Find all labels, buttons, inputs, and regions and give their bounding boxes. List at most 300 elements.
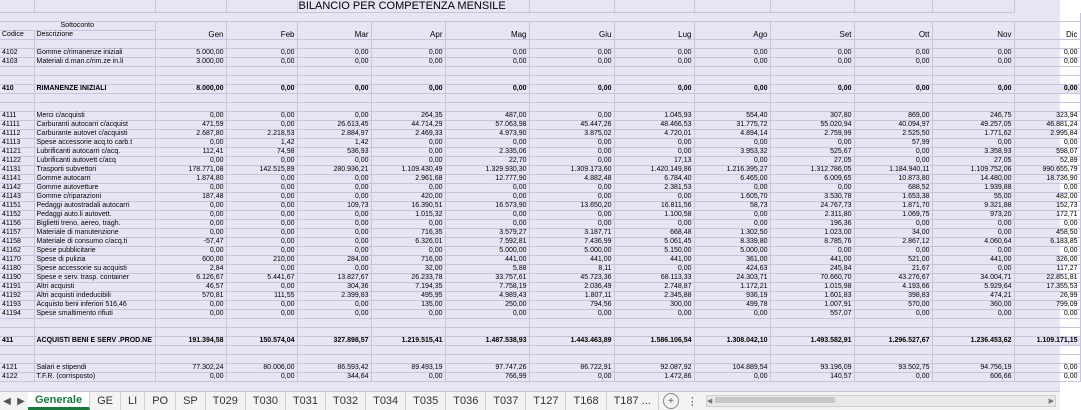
sheet-tab[interactable]: T035 — [406, 392, 446, 410]
month-value-cell[interactable]: 5.441,67 — [226, 274, 297, 283]
month-value-cell[interactable]: 0,00 — [445, 211, 529, 220]
month-value-cell[interactable]: 474,21 — [932, 292, 1014, 301]
month-value-cell[interactable]: 1.771,62 — [932, 130, 1014, 139]
month-value-cell[interactable]: 34.004,71 — [932, 274, 1014, 283]
empty-cell[interactable] — [297, 67, 371, 76]
empty-cell[interactable] — [932, 103, 1014, 112]
month-value-cell[interactable]: 0,00 — [226, 310, 297, 319]
empty-cell[interactable] — [371, 355, 445, 364]
month-value-cell[interactable]: 34,00 — [854, 229, 932, 238]
empty-cell[interactable] — [854, 355, 932, 364]
month-value-cell[interactable]: 0,00 — [297, 193, 371, 202]
month-value-cell[interactable]: 1.219.515,41 — [371, 337, 445, 346]
month-value-cell[interactable]: 140,57 — [770, 373, 854, 382]
empty-cell[interactable] — [1014, 355, 1080, 364]
month-value-cell[interactable]: 109,73 — [297, 202, 371, 211]
month-value-cell[interactable]: 0,00 — [371, 220, 445, 229]
month-value-cell[interactable]: 17.355,53 — [1014, 283, 1080, 292]
month-header[interactable]: Apr — [371, 22, 445, 40]
month-value-cell[interactable]: 536,93 — [297, 148, 371, 157]
sheet-tab[interactable]: T031 — [286, 392, 326, 410]
month-value-cell[interactable]: 0,00 — [226, 211, 297, 220]
account-code-cell[interactable]: 41156 — [0, 220, 34, 229]
month-value-cell[interactable]: 7.592,81 — [445, 238, 529, 247]
empty-cell[interactable] — [371, 346, 445, 355]
account-description-cell[interactable]: Biglietti treno, aereo, tragh. — [34, 220, 155, 229]
month-value-cell[interactable]: 1.109.171,15 — [1014, 337, 1080, 346]
empty-cell[interactable] — [1014, 319, 1080, 328]
empty-cell[interactable] — [932, 328, 1014, 337]
empty-cell[interactable] — [529, 319, 614, 328]
month-value-cell[interactable]: 112,41 — [155, 148, 226, 157]
month-value-cell[interactable]: 6.126,67 — [155, 274, 226, 283]
month-value-cell[interactable]: 0,00 — [614, 148, 694, 157]
month-value-cell[interactable]: 0,00 — [614, 139, 694, 148]
account-code-cell[interactable]: 411 — [0, 337, 34, 346]
empty-cell[interactable] — [34, 67, 155, 76]
month-value-cell[interactable]: 0,00 — [932, 229, 1014, 238]
month-value-cell[interactable]: 441,00 — [445, 256, 529, 265]
month-value-cell[interactable]: 557,07 — [770, 310, 854, 319]
empty-cell[interactable] — [529, 94, 614, 103]
month-value-cell[interactable]: 0,00 — [155, 112, 226, 121]
sheet-tab[interactable]: T037 — [486, 392, 526, 410]
sheet-tab[interactable]: GE — [90, 392, 121, 410]
month-value-cell[interactable]: 0,00 — [529, 85, 614, 94]
month-value-cell[interactable]: 86.722,91 — [529, 364, 614, 373]
month-value-cell[interactable]: 172,71 — [1014, 211, 1080, 220]
month-value-cell[interactable]: 0,00 — [155, 139, 226, 148]
account-description-cell[interactable]: Pedaggi autostradali autocarri — [34, 202, 155, 211]
month-value-cell[interactable]: 0,00 — [694, 211, 770, 220]
month-value-cell[interactable]: 3.953,32 — [694, 148, 770, 157]
month-value-cell[interactable]: -57,47 — [155, 238, 226, 247]
month-value-cell[interactable]: 0,00 — [371, 157, 445, 166]
month-value-cell[interactable]: 3.530,78 — [770, 193, 854, 202]
account-description-cell[interactable]: RIMANENZE INIZIALI — [34, 85, 155, 94]
month-value-cell[interactable]: 1.015,98 — [770, 283, 854, 292]
empty-cell[interactable] — [34, 355, 155, 364]
empty-cell[interactable] — [445, 40, 529, 49]
month-value-cell[interactable]: 0,00 — [371, 373, 445, 382]
month-value-cell[interactable]: 3.579,27 — [445, 229, 529, 238]
month-value-cell[interactable]: 0,00 — [226, 175, 297, 184]
empty-cell[interactable] — [155, 94, 226, 103]
month-value-cell[interactable]: 0,00 — [614, 310, 694, 319]
month-value-cell[interactable]: 142.515,89 — [226, 166, 297, 175]
account-code-cell[interactable]: 4102 — [0, 49, 34, 58]
empty-cell[interactable] — [155, 346, 226, 355]
month-value-cell[interactable]: 0,00 — [1014, 364, 1080, 373]
empty-cell[interactable] — [854, 346, 932, 355]
sheet-tab[interactable]: T127 — [526, 392, 566, 410]
month-value-cell[interactable]: 0,00 — [932, 265, 1014, 274]
sheet-tab[interactable]: T029 — [206, 392, 246, 410]
month-value-cell[interactable]: 77.302,24 — [155, 364, 226, 373]
month-value-cell[interactable]: 2.525,50 — [854, 130, 932, 139]
more-options-icon[interactable]: ⋮ — [686, 395, 698, 408]
month-value-cell[interactable]: 0,00 — [932, 310, 1014, 319]
month-value-cell[interactable]: 10.873,80 — [854, 175, 932, 184]
month-value-cell[interactable]: 0,00 — [854, 247, 932, 256]
empty-cell[interactable] — [445, 67, 529, 76]
month-value-cell[interactable]: 2.218,53 — [226, 130, 297, 139]
sheet-tab[interactable]: SP — [176, 392, 206, 410]
account-description-cell[interactable]: Salari e stipendi — [34, 364, 155, 373]
empty-cell[interactable] — [226, 346, 297, 355]
month-value-cell[interactable]: 5.150,00 — [614, 247, 694, 256]
month-value-cell[interactable]: 0,00 — [932, 85, 1014, 94]
empty-cell[interactable] — [445, 76, 529, 85]
sheet-tab[interactable]: T187 ... — [607, 392, 659, 410]
month-value-cell[interactable]: 0,00 — [932, 247, 1014, 256]
empty-cell[interactable] — [226, 94, 297, 103]
month-value-cell[interactable]: 0,00 — [226, 184, 297, 193]
month-value-cell[interactable]: 12.777,90 — [445, 175, 529, 184]
month-value-cell[interactable]: 1.586.106,54 — [614, 337, 694, 346]
month-value-cell[interactable]: 6.009,65 — [770, 175, 854, 184]
empty-cell[interactable] — [0, 76, 34, 85]
empty-cell[interactable] — [614, 94, 694, 103]
month-value-cell[interactable]: 0,00 — [854, 157, 932, 166]
empty-cell[interactable] — [445, 346, 529, 355]
month-value-cell[interactable]: 1.443.463,89 — [529, 337, 614, 346]
account-code-cell[interactable]: 41158 — [0, 238, 34, 247]
empty-cell[interactable] — [371, 76, 445, 85]
month-value-cell[interactable]: 0,00 — [297, 220, 371, 229]
month-value-cell[interactable]: 0,00 — [529, 49, 614, 58]
month-value-cell[interactable]: 55.020,94 — [770, 121, 854, 130]
month-value-cell[interactable]: 0,00 — [529, 373, 614, 382]
month-header[interactable]: Lug — [614, 22, 694, 40]
month-value-cell[interactable]: 5.000,00 — [445, 247, 529, 256]
empty-cell[interactable] — [854, 103, 932, 112]
account-code-cell[interactable]: 41193 — [0, 301, 34, 310]
month-value-cell[interactable]: 0,00 — [226, 193, 297, 202]
month-value-cell[interactable]: 0,00 — [297, 211, 371, 220]
month-value-cell[interactable]: 2.961,68 — [371, 175, 445, 184]
account-description-cell[interactable]: ACQUISTI BENI E SERV .PROD.NE — [34, 337, 155, 346]
month-value-cell[interactable]: 441,00 — [770, 256, 854, 265]
month-value-cell[interactable]: 191.394,58 — [155, 337, 226, 346]
empty-cell[interactable] — [155, 40, 226, 49]
month-value-cell[interactable]: 0,00 — [371, 58, 445, 67]
empty-cell[interactable] — [371, 67, 445, 76]
account-code-cell[interactable]: 41191 — [0, 283, 34, 292]
month-value-cell[interactable]: 4.989,43 — [445, 292, 529, 301]
month-value-cell[interactable]: 499,78 — [694, 301, 770, 310]
empty-cell[interactable] — [529, 103, 614, 112]
empty-cell[interactable] — [854, 94, 932, 103]
account-description-cell[interactable]: Lubrificanti autovett c/acq — [34, 157, 155, 166]
month-value-cell[interactable]: 0,00 — [694, 373, 770, 382]
month-value-cell[interactable]: 2.884,97 — [297, 130, 371, 139]
month-value-cell[interactable]: 482,00 — [1014, 193, 1080, 202]
sheet-tab[interactable]: PO — [145, 392, 176, 410]
month-value-cell[interactable]: 869,00 — [854, 112, 932, 121]
account-code-cell[interactable]: 41151 — [0, 202, 34, 211]
empty-cell[interactable] — [854, 40, 932, 49]
account-description-cell[interactable]: Materiale di consumo c/acq.ti — [34, 238, 155, 247]
month-value-cell[interactable]: 21,67 — [854, 265, 932, 274]
month-value-cell[interactable]: 0,00 — [854, 58, 932, 67]
month-value-cell[interactable]: 326,00 — [1014, 256, 1080, 265]
horizontal-scrollbar[interactable] — [706, 395, 1056, 407]
account-code-cell[interactable]: 41190 — [0, 274, 34, 283]
month-value-cell[interactable]: 1.069,75 — [854, 211, 932, 220]
month-value-cell[interactable]: 24.303,71 — [694, 274, 770, 283]
empty-cell[interactable] — [297, 103, 371, 112]
empty-cell[interactable] — [932, 319, 1014, 328]
account-code-cell[interactable]: 4103 — [0, 58, 34, 67]
month-value-cell[interactable]: 0,00 — [297, 49, 371, 58]
empty-cell[interactable] — [854, 67, 932, 76]
month-value-cell[interactable]: 0,00 — [770, 85, 854, 94]
month-value-cell[interactable]: 0,00 — [371, 49, 445, 58]
month-value-cell[interactable]: 0,00 — [770, 184, 854, 193]
month-value-cell[interactable]: 187,48 — [155, 193, 226, 202]
month-header[interactable]: Mag — [445, 22, 529, 40]
account-description-cell[interactable]: Spese di pulizia — [34, 256, 155, 265]
month-value-cell[interactable]: 1,42 — [297, 139, 371, 148]
empty-cell[interactable] — [932, 67, 1014, 76]
month-value-cell[interactable]: 0,00 — [1014, 373, 1080, 382]
account-description-cell[interactable]: Gomme c/riparazioni — [34, 193, 155, 202]
scroll-left-arrow-icon[interactable]: ◀ — [706, 398, 713, 405]
empty-cell[interactable] — [614, 103, 694, 112]
month-value-cell[interactable]: 8.785,76 — [770, 238, 854, 247]
month-value-cell[interactable]: 0,00 — [297, 112, 371, 121]
empty-cell[interactable] — [694, 328, 770, 337]
month-value-cell[interactable]: 0,00 — [297, 175, 371, 184]
month-value-cell[interactable]: 1.109.430,49 — [371, 166, 445, 175]
month-value-cell[interactable]: 13.827,67 — [297, 274, 371, 283]
month-value-cell[interactable]: 4.894,14 — [694, 130, 770, 139]
month-value-cell[interactable]: 2.867,12 — [854, 238, 932, 247]
empty-cell[interactable] — [155, 103, 226, 112]
month-value-cell[interactable]: 196,36 — [770, 220, 854, 229]
account-description-cell[interactable]: Spese smaltimento rifiuti — [34, 310, 155, 319]
account-description-cell[interactable]: Lubrificanti autocarri c/acq. — [34, 148, 155, 157]
account-code-cell[interactable]: 41143 — [0, 193, 34, 202]
account-description-cell[interactable]: Altri acquisti indeducibili — [34, 292, 155, 301]
account-code-cell[interactable]: 4111 — [0, 112, 34, 121]
month-value-cell[interactable]: 300,00 — [614, 301, 694, 310]
month-value-cell[interactable]: 1.487.538,93 — [445, 337, 529, 346]
month-value-cell[interactable]: 2.687,80 — [155, 130, 226, 139]
month-value-cell[interactable]: 327.898,57 — [297, 337, 371, 346]
month-value-cell[interactable]: 7.194,35 — [371, 283, 445, 292]
account-code-cell[interactable]: 41112 — [0, 130, 34, 139]
empty-cell[interactable] — [932, 76, 1014, 85]
empty-cell[interactable] — [1014, 40, 1080, 49]
month-value-cell[interactable]: 27,05 — [932, 157, 1014, 166]
empty-cell[interactable] — [529, 328, 614, 337]
month-value-cell[interactable]: 46,57 — [155, 283, 226, 292]
month-value-cell[interactable]: 135,00 — [371, 301, 445, 310]
empty-cell[interactable] — [155, 355, 226, 364]
empty-cell[interactable] — [34, 319, 155, 328]
month-value-cell[interactable]: 0,00 — [226, 373, 297, 382]
month-value-cell[interactable]: 104.889,54 — [694, 364, 770, 373]
account-description-cell[interactable]: Spese accessorie acq.to carb.t — [34, 139, 155, 148]
empty-cell[interactable] — [614, 76, 694, 85]
month-value-cell[interactable]: 495,95 — [371, 292, 445, 301]
month-value-cell[interactable]: 1.329.930,30 — [445, 166, 529, 175]
month-value-cell[interactable]: 0,00 — [226, 85, 297, 94]
month-value-cell[interactable]: 1.312.786,05 — [770, 166, 854, 175]
account-description-cell[interactable]: Spese pubblicitarie — [34, 247, 155, 256]
month-value-cell[interactable]: 68.113,33 — [614, 274, 694, 283]
month-value-cell[interactable]: 1.100,58 — [614, 211, 694, 220]
account-code-cell[interactable]: 41141 — [0, 175, 34, 184]
month-value-cell[interactable]: 16.811,56 — [614, 202, 694, 211]
month-value-cell[interactable]: 0,00 — [445, 193, 529, 202]
month-value-cell[interactable]: 2.381,53 — [614, 184, 694, 193]
scroll-right-arrow-icon[interactable]: ▶ — [1048, 398, 1054, 405]
empty-cell[interactable] — [445, 94, 529, 103]
empty-cell[interactable] — [932, 40, 1014, 49]
month-value-cell[interactable]: 0,00 — [226, 202, 297, 211]
month-value-cell[interactable]: 1.296.527,67 — [854, 337, 932, 346]
month-value-cell[interactable]: 74,98 — [226, 148, 297, 157]
month-value-cell[interactable]: 360,00 — [932, 301, 1014, 310]
month-value-cell[interactable]: 0,00 — [226, 265, 297, 274]
empty-cell[interactable] — [932, 355, 1014, 364]
month-value-cell[interactable]: 57.063,98 — [445, 121, 529, 130]
empty-cell[interactable] — [1014, 328, 1080, 337]
month-value-cell[interactable]: 307,80 — [770, 112, 854, 121]
month-value-cell[interactable]: 0,00 — [854, 310, 932, 319]
empty-cell[interactable] — [226, 67, 297, 76]
empty-cell[interactable] — [694, 67, 770, 76]
account-code-cell[interactable]: 41180 — [0, 265, 34, 274]
month-value-cell[interactable]: 1.007,91 — [770, 301, 854, 310]
month-value-cell[interactable]: 0,00 — [371, 85, 445, 94]
empty-cell[interactable] — [529, 346, 614, 355]
month-value-cell[interactable]: 93.502,75 — [854, 364, 932, 373]
month-value-cell[interactable]: 1.653,38 — [854, 193, 932, 202]
empty-cell[interactable] — [694, 319, 770, 328]
month-value-cell[interactable]: 2.036,49 — [529, 283, 614, 292]
empty-cell[interactable] — [854, 76, 932, 85]
empty-cell[interactable] — [1014, 94, 1080, 103]
month-header[interactable]: Nov — [932, 22, 1014, 40]
month-value-cell[interactable]: 936,19 — [694, 292, 770, 301]
month-value-cell[interactable]: 0,00 — [226, 49, 297, 58]
month-value-cell[interactable]: 0,00 — [694, 184, 770, 193]
month-value-cell[interactable]: 8.339,80 — [694, 238, 770, 247]
month-value-cell[interactable]: 2.469,33 — [371, 130, 445, 139]
empty-cell[interactable] — [694, 355, 770, 364]
month-value-cell[interactable]: 33.757,61 — [445, 274, 529, 283]
month-value-cell[interactable]: 0,00 — [1014, 139, 1080, 148]
account-code-cell[interactable]: 41170 — [0, 256, 34, 265]
month-value-cell[interactable]: 0,00 — [371, 139, 445, 148]
month-value-cell[interactable]: 1.184.940,11 — [854, 166, 932, 175]
account-code-cell[interactable]: 41194 — [0, 310, 34, 319]
month-value-cell[interactable]: 0,00 — [445, 58, 529, 67]
empty-cell[interactable] — [694, 40, 770, 49]
empty-cell[interactable] — [770, 328, 854, 337]
month-value-cell[interactable]: 8,11 — [529, 265, 614, 274]
sheet-title[interactable]: BILANCIO PER COMPETENZA MENSILE — [297, 0, 529, 13]
empty-cell[interactable] — [529, 76, 614, 85]
empty-cell[interactable] — [0, 346, 34, 355]
empty-cell[interactable] — [614, 346, 694, 355]
empty-cell[interactable] — [770, 103, 854, 112]
month-value-cell[interactable]: 0,00 — [445, 220, 529, 229]
empty-cell[interactable] — [770, 94, 854, 103]
month-value-cell[interactable]: 4.720,01 — [614, 130, 694, 139]
month-value-cell[interactable]: 2.311,80 — [770, 211, 854, 220]
month-value-cell[interactable]: 0,00 — [297, 247, 371, 256]
month-value-cell[interactable]: 0,00 — [770, 139, 854, 148]
month-value-cell[interactable]: 0,00 — [297, 265, 371, 274]
month-value-cell[interactable]: 0,00 — [694, 58, 770, 67]
month-header[interactable]: Feb — [226, 22, 297, 40]
month-value-cell[interactable]: 0,00 — [854, 220, 932, 229]
account-description-cell[interactable]: Materiale di manutenzione — [34, 229, 155, 238]
empty-cell[interactable] — [854, 328, 932, 337]
month-value-cell[interactable]: 1.023,00 — [770, 229, 854, 238]
month-value-cell[interactable]: 525,67 — [770, 148, 854, 157]
tab-scroll-right-icon[interactable]: ▶ — [17, 395, 25, 407]
month-value-cell[interactable]: 600,00 — [155, 256, 226, 265]
month-value-cell[interactable]: 2.399,83 — [297, 292, 371, 301]
month-value-cell[interactable]: 70.660,70 — [770, 274, 854, 283]
month-value-cell[interactable]: 13.650,20 — [529, 202, 614, 211]
month-value-cell[interactable]: 2,84 — [155, 265, 226, 274]
empty-cell[interactable] — [1014, 67, 1080, 76]
codice-header[interactable]: Codice — [0, 31, 34, 40]
month-value-cell[interactable]: 0,00 — [226, 220, 297, 229]
month-value-cell[interactable]: 97.747,26 — [445, 364, 529, 373]
month-value-cell[interactable]: 5.061,45 — [614, 238, 694, 247]
month-value-cell[interactable]: 973,20 — [932, 211, 1014, 220]
month-value-cell[interactable]: 0,00 — [226, 238, 297, 247]
month-value-cell[interactable]: 17,13 — [614, 157, 694, 166]
month-value-cell[interactable]: 0,00 — [371, 148, 445, 157]
month-value-cell[interactable]: 554,40 — [694, 112, 770, 121]
month-value-cell[interactable]: 0,00 — [226, 247, 297, 256]
empty-cell[interactable] — [770, 40, 854, 49]
month-value-cell[interactable]: 0,00 — [932, 139, 1014, 148]
month-value-cell[interactable]: 0,00 — [297, 58, 371, 67]
month-value-cell[interactable]: 606,66 — [932, 373, 1014, 382]
account-code-cell[interactable]: 41152 — [0, 211, 34, 220]
month-value-cell[interactable]: 0,00 — [371, 310, 445, 319]
month-value-cell[interactable]: 280.936,21 — [297, 166, 371, 175]
empty-cell[interactable] — [371, 328, 445, 337]
month-value-cell[interactable]: 0,00 — [445, 49, 529, 58]
month-value-cell[interactable]: 0,00 — [694, 85, 770, 94]
account-description-cell[interactable]: Merci c/acquisti — [34, 112, 155, 121]
month-value-cell[interactable]: 0,00 — [297, 310, 371, 319]
month-value-cell[interactable]: 6.326,01 — [371, 238, 445, 247]
empty-cell[interactable] — [614, 328, 694, 337]
empty-cell[interactable] — [0, 319, 34, 328]
empty-cell[interactable] — [297, 328, 371, 337]
month-value-cell[interactable]: 1.236.453,62 — [932, 337, 1014, 346]
empty-cell[interactable] — [770, 346, 854, 355]
month-value-cell[interactable]: 45.723,36 — [529, 274, 614, 283]
month-value-cell[interactable]: 0,00 — [297, 301, 371, 310]
month-value-cell[interactable]: 570,81 — [155, 292, 226, 301]
account-description-cell[interactable]: Carburante autovet c/acquisti — [34, 130, 155, 139]
month-value-cell[interactable]: 1.605,70 — [694, 193, 770, 202]
month-value-cell[interactable]: 2.759,99 — [770, 130, 854, 139]
